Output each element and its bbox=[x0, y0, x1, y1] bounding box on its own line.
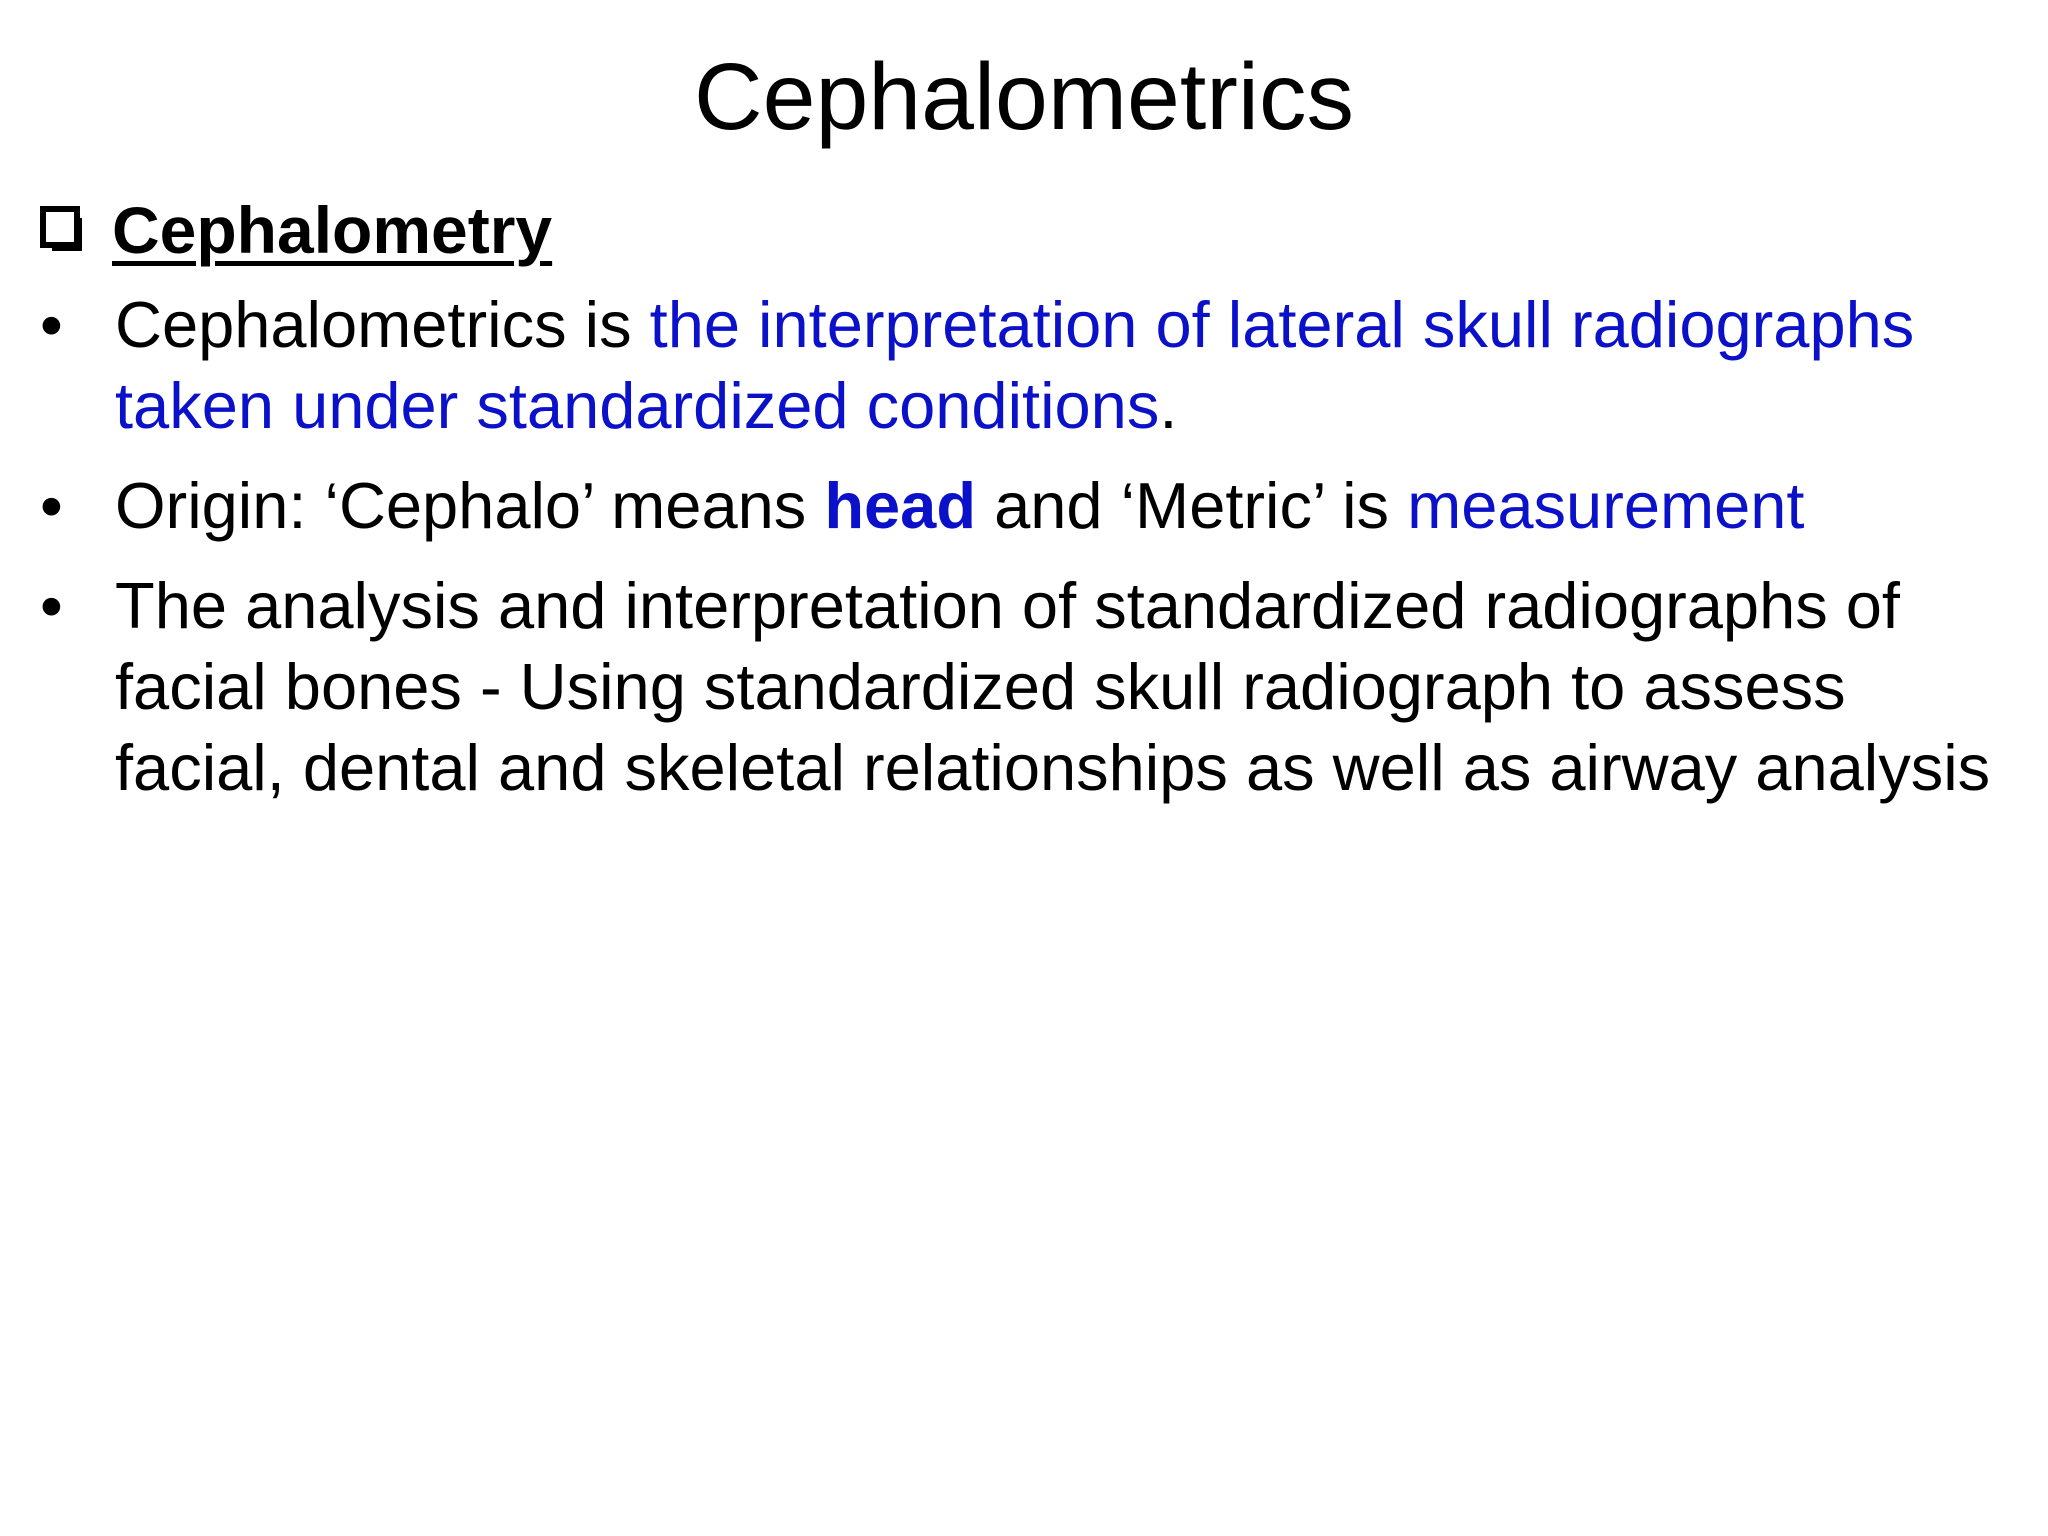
bullet-list bbox=[40, 284, 2030, 827]
text-segment: and ‘Metric’ is bbox=[976, 469, 1408, 542]
text-segment: Cephalometrics is bbox=[115, 288, 650, 361]
bullet-item-origin bbox=[40, 465, 2030, 546]
text-segment: . bbox=[1159, 369, 1178, 442]
bullet-dot: • bbox=[40, 569, 63, 642]
section-heading bbox=[40, 190, 552, 270]
bullet-text bbox=[115, 288, 1914, 442]
highlighted-definition: the interpretation of lateral skull radiographs taken under standardized conditions bbox=[115, 288, 1915, 442]
bullet-text bbox=[115, 469, 1805, 542]
bullet-item-definition bbox=[40, 284, 2030, 446]
bullet-dot: • bbox=[40, 469, 63, 542]
section-heading-text: Cephalometry bbox=[112, 193, 553, 267]
bullet-text bbox=[115, 569, 1990, 804]
text-segment: Origin: ‘Cephalo’ means bbox=[115, 469, 825, 542]
text-segment: The analysis and interpretation of standardized radiographs of facial bones - Using standardized skull radiograph to assess facial, dental and skeletal relationships as well as airway analysis bbox=[115, 569, 1991, 804]
highlighted-measurement: measurement bbox=[1407, 469, 1805, 542]
bullet-item-analysis bbox=[40, 565, 2030, 808]
bullet-dot: • bbox=[40, 288, 63, 361]
checkbox-square-icon bbox=[40, 206, 86, 254]
highlighted-head: head bbox=[824, 469, 977, 542]
slide-title: Cephalometrics bbox=[694, 44, 1354, 150]
